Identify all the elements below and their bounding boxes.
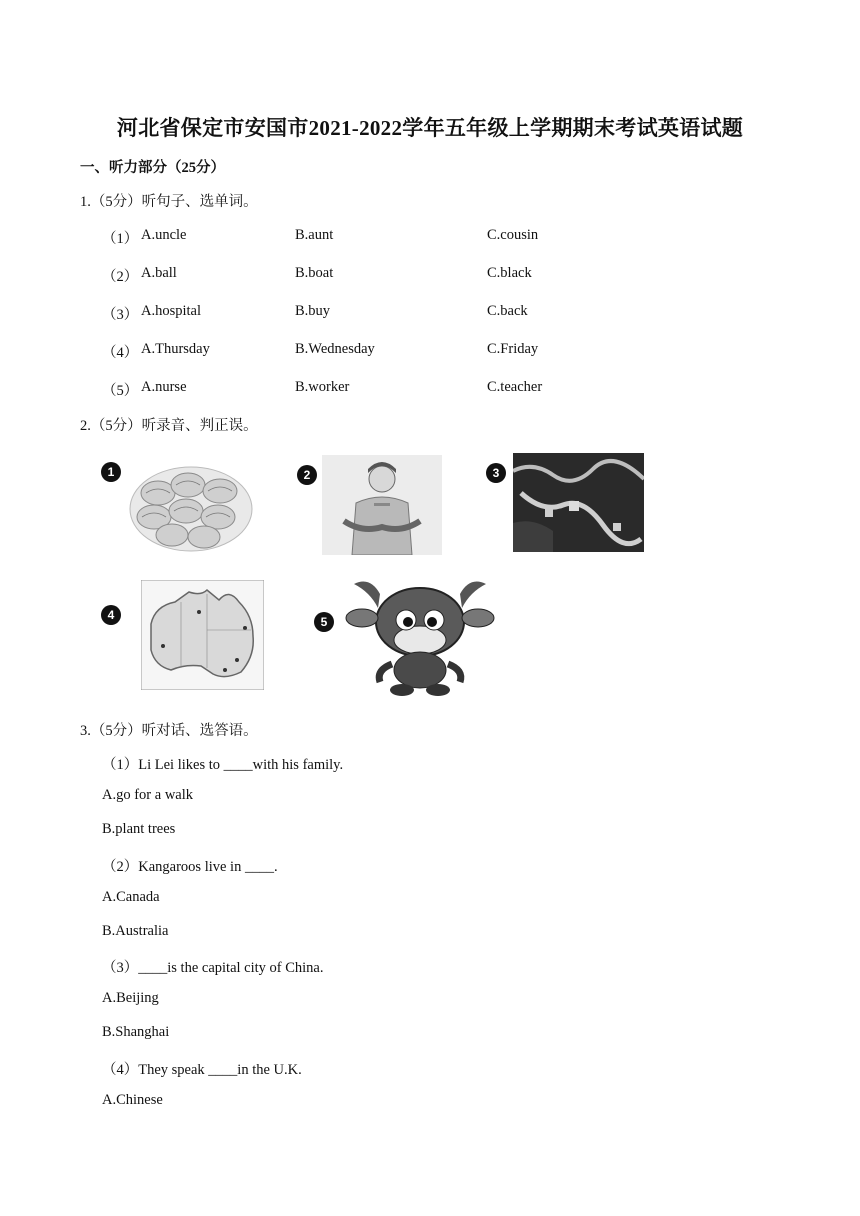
option-c: C.teacher: [487, 379, 543, 395]
option-c: C.cousin: [487, 227, 539, 243]
option-row-number: （1）: [102, 231, 139, 247]
picture-number-badge: 2: [297, 465, 317, 485]
option-b: B.worker: [295, 379, 350, 395]
option-b: B.Wednesday: [295, 341, 375, 357]
option-a: A.nurse: [141, 379, 187, 395]
option-a: A.uncle: [141, 227, 187, 243]
question-2-stem: 2.（5分）听录音、判正误。: [80, 418, 258, 434]
great-wall-image: [513, 453, 644, 552]
answer-option-a: A.Beijing: [102, 990, 159, 1006]
australia-map-image: [141, 580, 264, 690]
option-a: A.Thursday: [141, 341, 210, 357]
answer-option-a: A.Canada: [102, 889, 160, 905]
sub-question-2: （2）Kangaroos live in ____.: [102, 859, 278, 875]
option-row-number: （2）: [102, 269, 139, 285]
option-c: C.black: [487, 265, 532, 281]
sub-question-1: （1）Li Lei likes to ____with his family.: [102, 757, 344, 773]
option-a: A.hospital: [141, 303, 202, 319]
option-b: B.aunt: [295, 227, 334, 243]
answer-option-b: B.Australia: [102, 923, 169, 939]
answer-option-a: A.go for a walk: [102, 787, 194, 803]
option-row-number: （5）: [102, 383, 139, 399]
question-3-stem: 3.（5分）听对话、选答语。: [80, 723, 258, 739]
answer-option-b: B.Shanghai: [102, 1024, 170, 1040]
option-a: A.ball: [141, 265, 177, 281]
woman-worker-image: [322, 455, 442, 555]
dumplings-image: [128, 455, 254, 555]
option-b: B.boat: [295, 265, 334, 281]
answer-option-b: B.plant trees: [102, 821, 176, 837]
sub-question-3: （3）____is the capital city of China.: [102, 960, 324, 976]
picture-number-badge: 4: [101, 605, 121, 625]
section-heading-listening: 一、听力部分（25分）: [80, 160, 225, 176]
option-b: B.buy: [295, 303, 331, 319]
option-c: C.back: [487, 303, 528, 319]
option-row-number: （3）: [102, 307, 139, 323]
question-1-stem: 1.（5分）听句子、选单词。: [80, 194, 258, 210]
picture-number-badge: 1: [101, 462, 121, 482]
sub-question-4: （4）They speak ____in the U.K.: [102, 1062, 302, 1078]
picture-number-badge: 3: [486, 463, 506, 483]
option-c: C.Friday: [487, 341, 539, 357]
option-row-number: （4）: [102, 345, 139, 361]
cartoon-calf-image: [340, 574, 500, 696]
page-title: 河北省保定市安国市2021-2022学年五年级上学期期末考试英语试题: [116, 116, 744, 140]
answer-option-a: A.Chinese: [102, 1092, 163, 1108]
picture-number-badge: 5: [314, 612, 334, 632]
